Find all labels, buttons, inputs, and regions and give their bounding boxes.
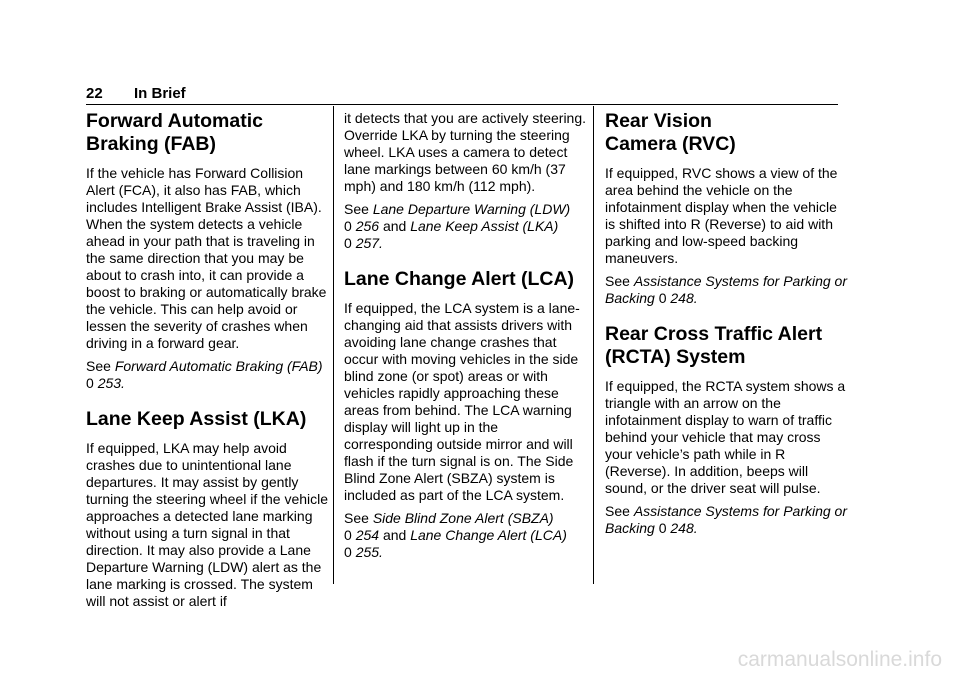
parking-ref-link-2[interactable]: Assistance Systems for Parking or Backing: [605, 503, 847, 536]
fab-ref-link[interactable]: Forward Automatic Braking (FAB): [114, 358, 323, 374]
fab-see-reference: See Forward Automatic Braking (FAB) 0 253.: [86, 358, 323, 391]
column-divider-2: [593, 106, 594, 584]
fab-heading: Forward Automatic Braking (FAB): [86, 110, 263, 155]
rvc-body: If equipped, RVC shows a view of the area behind the vehicle on the infotainment display when the vehicle is shifted into R (Reverse) to aid with parking and low-speed backing maneuvers.: [605, 165, 838, 266]
column-divider-1: [333, 106, 334, 584]
page-ref-arrow-icon: 0: [344, 527, 352, 543]
page-ref-arrow-icon: 0: [344, 544, 352, 560]
fab-body: If the vehicle has Forward Collision Alert (FCA), it also has FAB, which includes Intelligent Brake Assist (IBA). When the system detects a vehicle ahead in your path that is traveling in the same direction that you may be about to crash into, it can provide a boost to braking or automatically brake the vehicle. This can help avoid or lessen the severity of crashes when driving in a forward gear.: [86, 165, 327, 351]
lca-ref-link[interactable]: Lane Change Alert (LCA): [410, 527, 567, 543]
lka-ref-link[interactable]: Lane Keep Assist (LKA): [410, 218, 559, 234]
page-ref-arrow-icon: 0: [344, 218, 352, 234]
column-1: [86, 110, 330, 616]
lka-see-reference: See Lane Departure Warning (LDW) 0 256 and Lane Keep Assist (LKA) 0 257.: [344, 201, 571, 251]
parking-ref-page[interactable]: 248: [670, 290, 694, 306]
lka-heading: Lane Keep Assist (LKA): [86, 408, 307, 430]
rvc-see-reference: See Assistance Systems for Parking or Backing 0 248.: [605, 273, 847, 306]
column-3: [605, 110, 849, 543]
section-title: In Brief: [134, 85, 186, 102]
lka-body-continued: it detects that you are actively steering. Override LKA by turning the steering wheel. LKA uses a camera to detect lane markings between 60 km/h (37 mph) and 180 km/h (112 mph).: [344, 110, 587, 194]
page-ref-arrow-icon: 0: [344, 235, 352, 251]
sbza-ref-page[interactable]: 254: [355, 527, 380, 543]
rcta-see-reference: See Assistance Systems for Parking or Backing 0 248.: [605, 503, 847, 536]
lka-ref-page[interactable]: 257: [355, 235, 380, 251]
fab-ref-page[interactable]: 253: [97, 375, 122, 391]
lca-body: If equipped, the LCA system is a lane-changing aid that assists drivers with avoiding lane change crashes that occur with moving vehicles in the side blind zone (or spot) areas or with vehicles rapidly approaching these areas from behind. The LCA warning display will light up in the corresponding outside mirror and will flash if the turn signal is on. The Side Blind Zone Alert (SBZA) system is included as part of the LCA system.: [344, 300, 580, 503]
page-ref-arrow-icon: 0: [658, 290, 667, 306]
watermark: carmanualsonline.info: [737, 648, 942, 671]
lka-body: If equipped, LKA may help avoid crashes due to unintentional lane departures. It may assist by gently turning the steering wheel if the vehicle approaches a detected lane marking without using a turn signal in that direction. It may also provide a Lane Departure Warning (LDW) alert as the lane marking is crossed. The system will not assist or alert if: [86, 440, 329, 609]
rcta-heading: Rear Cross Traffic Alert (RCTA) System: [605, 323, 823, 368]
page-number: 22: [86, 85, 103, 102]
parking-ref-page-2[interactable]: 248: [670, 520, 694, 536]
page-ref-arrow-icon: 0: [86, 375, 94, 391]
lca-ref-page[interactable]: 255: [355, 544, 380, 560]
ldw-ref-link[interactable]: Lane Departure Warning (LDW): [372, 201, 571, 217]
ldw-ref-page[interactable]: 256: [355, 218, 380, 234]
sbza-ref-link[interactable]: Side Blind Zone Alert (SBZA): [372, 510, 554, 526]
parking-ref-link[interactable]: Assistance Systems for Parking or Backing: [605, 273, 847, 306]
page-ref-arrow-icon: 0: [658, 520, 667, 536]
lca-see-reference: See Side Blind Zone Alert (SBZA) 0 254 and Lane Change Alert (LCA) 0 255.: [344, 510, 567, 560]
rcta-body: If equipped, the RCTA system shows a triangle with an arrow on the infotainment display to warn of traffic behind your vehicle that may cross your vehicle’s path while in R (Reverse). In addition, beeps will sound, or the driver seat will pulse.: [605, 378, 846, 496]
rvc-heading: Rear Vision Camera (RVC): [605, 110, 736, 155]
lca-heading: Lane Change Alert (LCA): [344, 268, 575, 290]
column-2: [344, 110, 588, 567]
page-header: [86, 84, 838, 105]
